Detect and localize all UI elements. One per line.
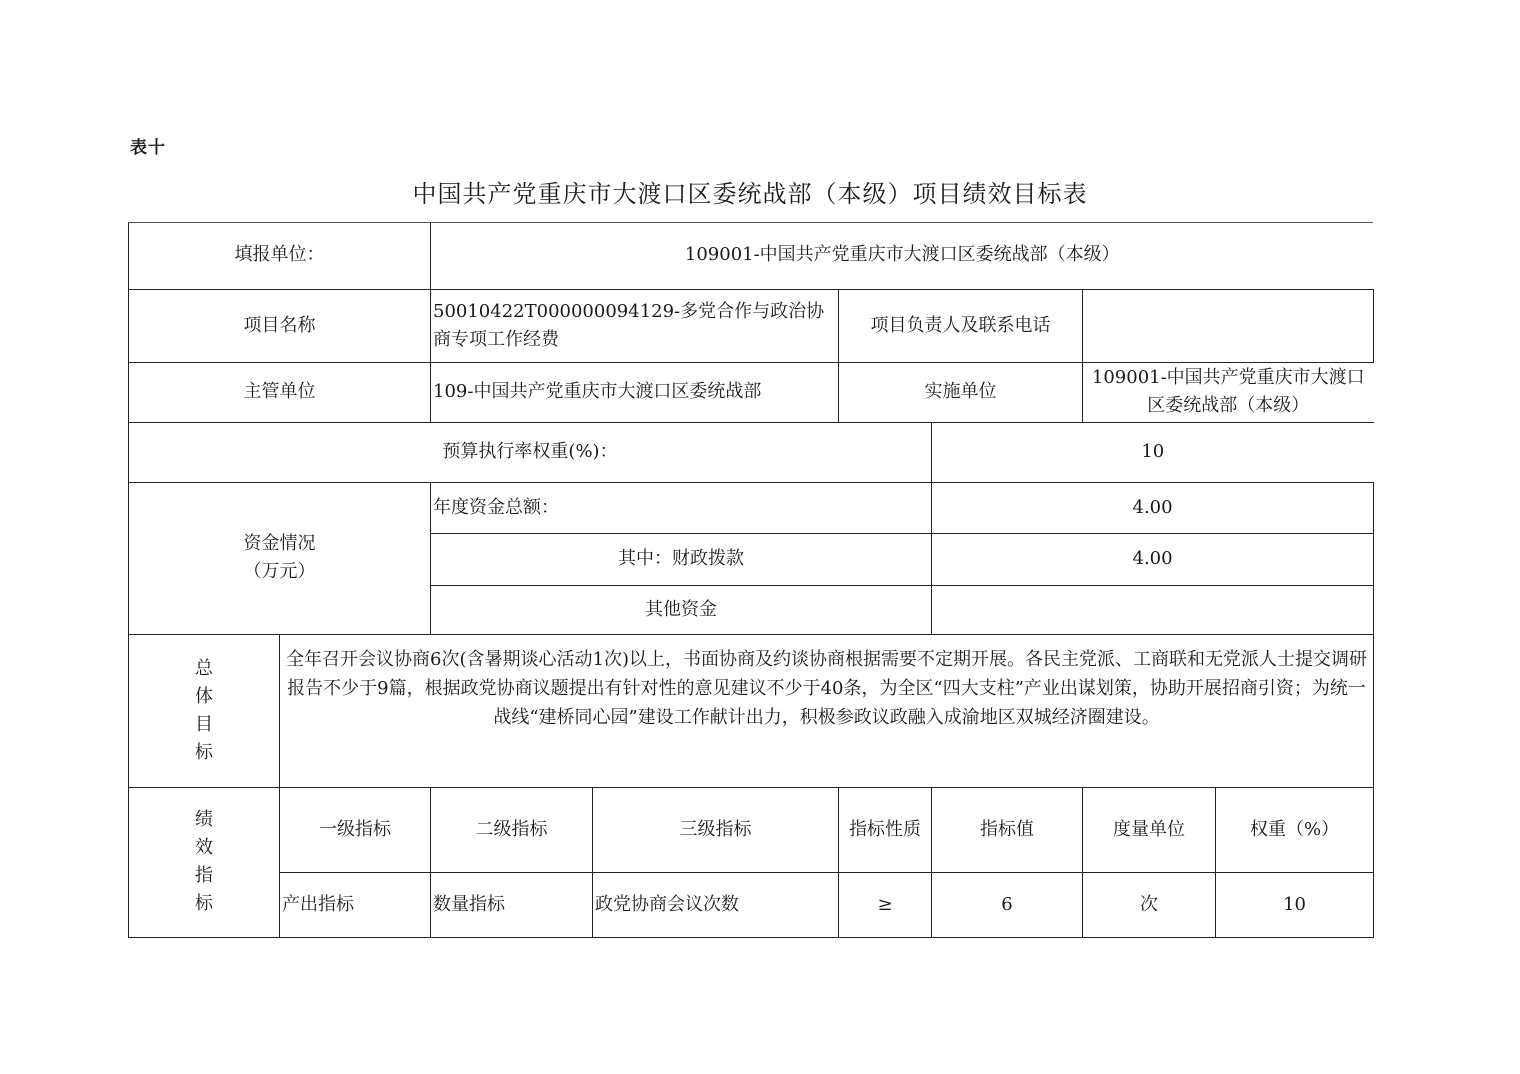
funds-other-label: 其他资金	[431, 585, 932, 634]
header-unit: 度量单位	[1083, 787, 1216, 872]
header-level3: 三级指标	[593, 787, 839, 872]
filing-unit-value: 109001-中国共产党重庆市大渡口区委统战部（本级）	[431, 222, 1374, 289]
indicators-label	[129, 787, 280, 937]
performance-target-table	[128, 222, 1374, 938]
row-nature: ≥	[839, 872, 932, 937]
implementer-unit-value: 109001-中国共产党重庆市大渡口区委统战部（本级）	[1083, 362, 1374, 422]
supervisor-unit-label: 主管单位	[129, 362, 431, 422]
header-nature: 指标性质	[839, 787, 932, 872]
funds-label	[129, 482, 431, 634]
funds-fiscal-value: 4.00	[932, 533, 1374, 585]
supervisor-unit-value: 109-中国共产党重庆市大渡口区委统战部	[431, 362, 839, 422]
funds-other-value	[932, 585, 1374, 634]
funds-total-label: 年度资金总额：	[431, 482, 932, 533]
funds-label-line1: 资金情况	[243, 533, 316, 554]
row-level3: 政党协商会议次数	[593, 872, 839, 937]
row-level2: 数量指标	[431, 872, 593, 937]
top-rule	[128, 222, 1373, 223]
overall-goal-text: 全年召开会议协商6次(含暑期谈心活动1次)以上，书面协商及约谈协商根据需要不定期开展。各民主党派、工商联和无党派人士提交调研报告不少于9篇，根据政党协商议题提出有针对性的意见建议不少于40条，为全区“四大支柱”产业出谋划策，协助开展招商引资；为统一战线“建桥同心园”建设工作献计出力，积极参政议政融入成渝地区双城经济圈建设。	[286, 648, 1368, 728]
header-value: 指标值	[932, 787, 1083, 872]
document-title: 中国共产党重庆市大渡口区委统战部（本级）项目绩效目标表	[412, 180, 1088, 208]
table-row	[129, 872, 1374, 937]
row-level1: 产出指标	[280, 872, 431, 937]
indicators-label-text: 绩效指标	[195, 809, 213, 914]
header-level2: 二级指标	[431, 787, 593, 872]
project-name-label: 项目名称	[129, 289, 431, 362]
overall-goal-label-text: 总体目标	[195, 657, 213, 763]
table-label: 表十	[130, 138, 166, 158]
funds-total-value: 4.00	[932, 482, 1374, 533]
overall-goal-label	[129, 634, 280, 787]
funds-label-line2: （万元）	[243, 561, 316, 582]
header-level1: 一级指标	[280, 787, 431, 872]
project-contact-label: 项目负责人及联系电话	[839, 289, 1083, 362]
budget-weight-value: 10	[932, 422, 1374, 482]
header-weight: 权重（%）	[1216, 787, 1374, 872]
project-contact-value	[1083, 289, 1374, 362]
filing-unit-label: 填报单位：	[129, 222, 431, 289]
implementer-unit-label: 实施单位	[839, 362, 1083, 422]
overall-goal-cell	[280, 634, 1374, 787]
funds-fiscal-label: 其中：财政拨款	[431, 533, 932, 585]
budget-weight-label: 预算执行率权重(%)：	[129, 422, 932, 482]
row-value: 6	[932, 872, 1083, 937]
row-weight: 10	[1216, 872, 1374, 937]
row-unit: 次	[1083, 872, 1216, 937]
project-name-value: 50010422T000000094129-多党合作与政治协商专项工作经费	[431, 289, 839, 362]
